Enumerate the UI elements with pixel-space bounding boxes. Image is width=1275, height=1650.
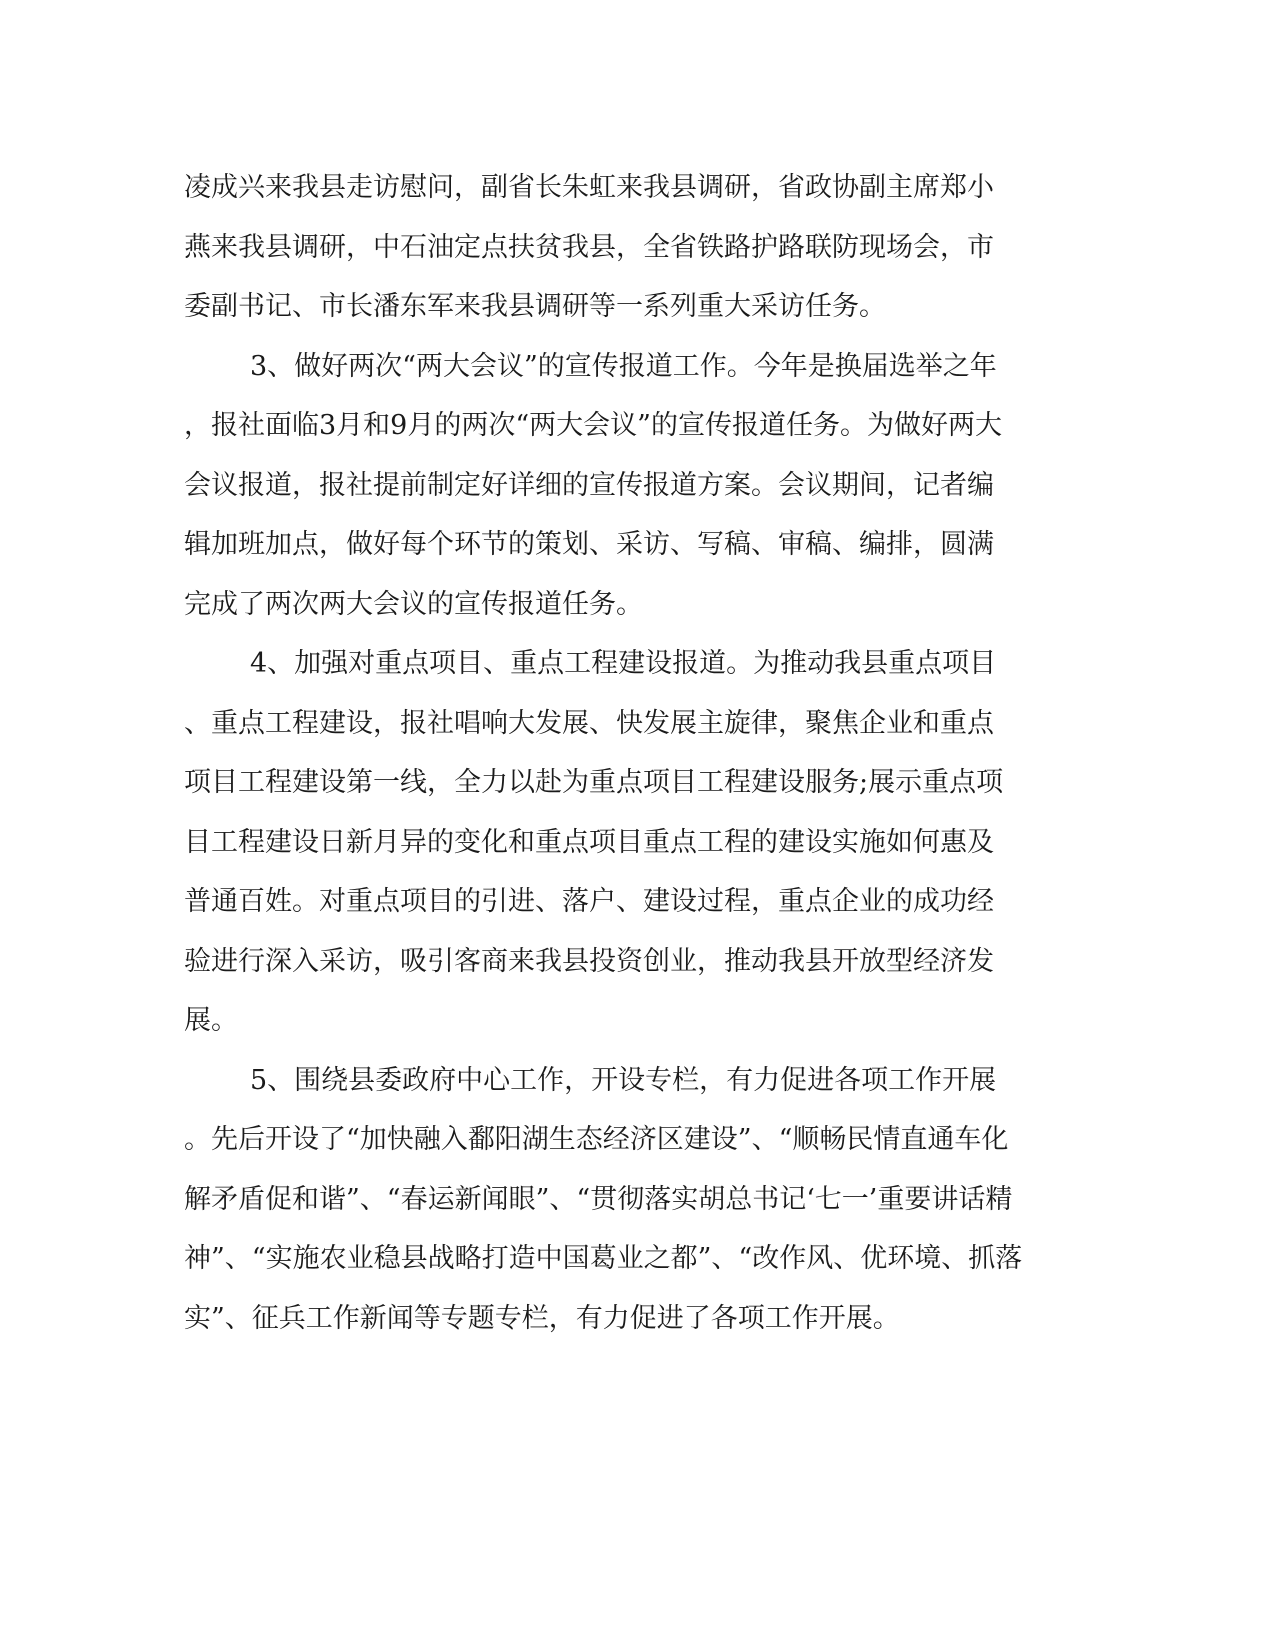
paragraph-continuation	[184, 158, 1084, 337]
text-line: 完成了两次两大会议的宣传报道任务。	[184, 588, 643, 620]
text-line: 普通百姓。对重点项目的引进、落户、建设过程，重点企业的成功经	[184, 886, 994, 917]
text-line: 解矛盾促和谐”、“春运新闻眼”、“贯彻落实胡总书记‘七一’重要讲话精	[184, 1183, 1013, 1215]
paragraph-item-5	[184, 1051, 1084, 1349]
text-line: 辑加班加点，做好每个环节的策划、采访、写稿、审稿、编排，圆满	[184, 529, 994, 560]
text-line: 实”、征兵工作新闻等专题专栏，有力促进了各项工作开展。	[184, 1302, 900, 1334]
text-line: 。先后开设了“加快融入鄱阳湖生态经济区建设”、“顺畅民情直通车化	[184, 1124, 1009, 1155]
text-line: 4、加强对重点项目、重点工程建设报道。为推动我县重点项目	[250, 648, 997, 679]
text-line: 目工程建设日新月异的变化和重点项目重点工程的建设实施如何惠及	[184, 826, 994, 858]
text-line: 5、围绕县委政府中心工作，开设专栏，有力促进各项工作开展	[250, 1064, 997, 1096]
text-line: 燕来我县调研，中石油定点扶贫我县，全省铁路护路联防现场会，市	[184, 231, 994, 263]
text-line: 凌成兴来我县走访慰问，副省长朱虹来我县调研，省政协副主席郑小	[184, 172, 994, 203]
text-line: 展。	[184, 1005, 238, 1036]
paragraph-item-3	[184, 337, 1084, 635]
text-line: 3、做好两次“两大会议”的宣传报道工作。今年是换届选举之年	[250, 350, 997, 382]
text-line: 会议报道，报社提前制定好详细的宣传报道方案。会议期间，记者编	[184, 469, 994, 501]
paragraph-item-4	[184, 634, 1084, 1051]
text-line: 神”、“实施农业稳县战略打造中国葛业之都”、“改作风、优环境、抓落	[184, 1243, 1023, 1274]
body-text	[184, 158, 1084, 1348]
text-line: ，报社面临3月和9月的两次“两大会议”的宣传报道任务。为做好两大	[184, 410, 1002, 441]
text-line: 项目工程建设第一线，全力以赴为重点项目工程建设服务;展示重点项	[184, 767, 1004, 798]
text-line: 委副书记、市长潘东军来我县调研等一系列重大采访任务。	[184, 291, 886, 322]
text-line: 、重点工程建设，报社唱响大发展、快发展主旋律，聚焦企业和重点	[184, 707, 994, 739]
text-line: 验进行深入采访，吸引客商来我县投资创业，推动我县开放型经济发	[184, 945, 994, 977]
